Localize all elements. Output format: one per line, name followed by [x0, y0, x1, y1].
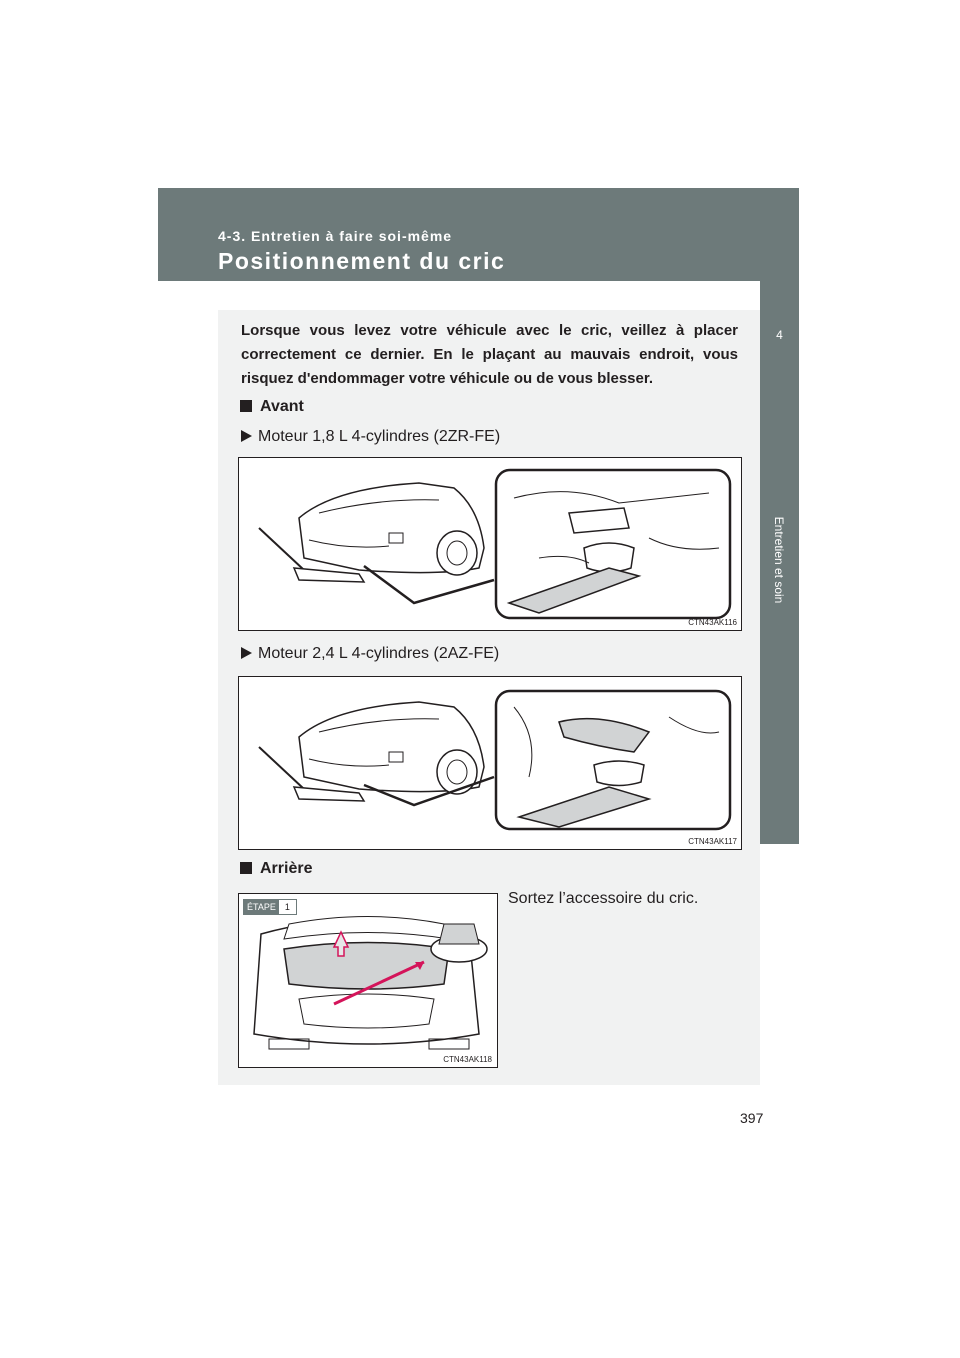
- trunk-illustration: [239, 894, 497, 1067]
- engine-2-label: [241, 645, 499, 663]
- rear-heading-text: Arrière: [260, 860, 313, 877]
- step-1-text: Sortez l’accessoire du cric.: [508, 890, 699, 907]
- chapter-number: 4: [776, 328, 783, 342]
- car-front-illustration-2: [239, 677, 741, 849]
- figure-front-jack-2zr: [238, 457, 742, 631]
- engine-1-label: [241, 428, 500, 446]
- step-badge: [243, 899, 297, 915]
- front-heading: [240, 398, 304, 416]
- step-number: 1: [279, 900, 296, 914]
- engine-2-label-text: Moteur 2,4 L 4-cylindres (2AZ-FE): [258, 645, 500, 662]
- figure-front-jack-2az: [238, 676, 742, 850]
- figure-code: CTN43AK118: [443, 1055, 492, 1064]
- square-bullet-icon: [240, 400, 252, 412]
- figure-code: CTN43AK117: [688, 837, 737, 846]
- page-title: Positionnement du cric: [218, 248, 506, 274]
- square-bullet-icon: [240, 862, 252, 874]
- page-number: 397: [740, 1110, 764, 1126]
- section-label: 4-3. Entretien à faire soi-même: [218, 228, 453, 244]
- car-front-illustration: [239, 458, 741, 630]
- triangle-bullet-icon: [241, 430, 252, 442]
- figure-code: CTN43AK116: [688, 618, 737, 627]
- engine-1-label-text: Moteur 1,8 L 4-cylindres (2ZR-FE): [258, 428, 501, 445]
- chapter-name: Entretien et soin: [772, 516, 786, 604]
- front-heading-text: Avant: [260, 398, 304, 415]
- step-label: ÉTAPE: [244, 900, 279, 914]
- rear-heading: [240, 860, 312, 878]
- figure-rear-trunk: [238, 893, 498, 1068]
- intro-paragraph: Lorsque vous levez votre véhicule avec le cric, veillez à placer correctement ce dernier. En le plaçant au mauvais endroit, vous risquez d'endommager votre véhicule ou de vous blesser.: [241, 322, 738, 387]
- triangle-bullet-icon: [241, 647, 252, 659]
